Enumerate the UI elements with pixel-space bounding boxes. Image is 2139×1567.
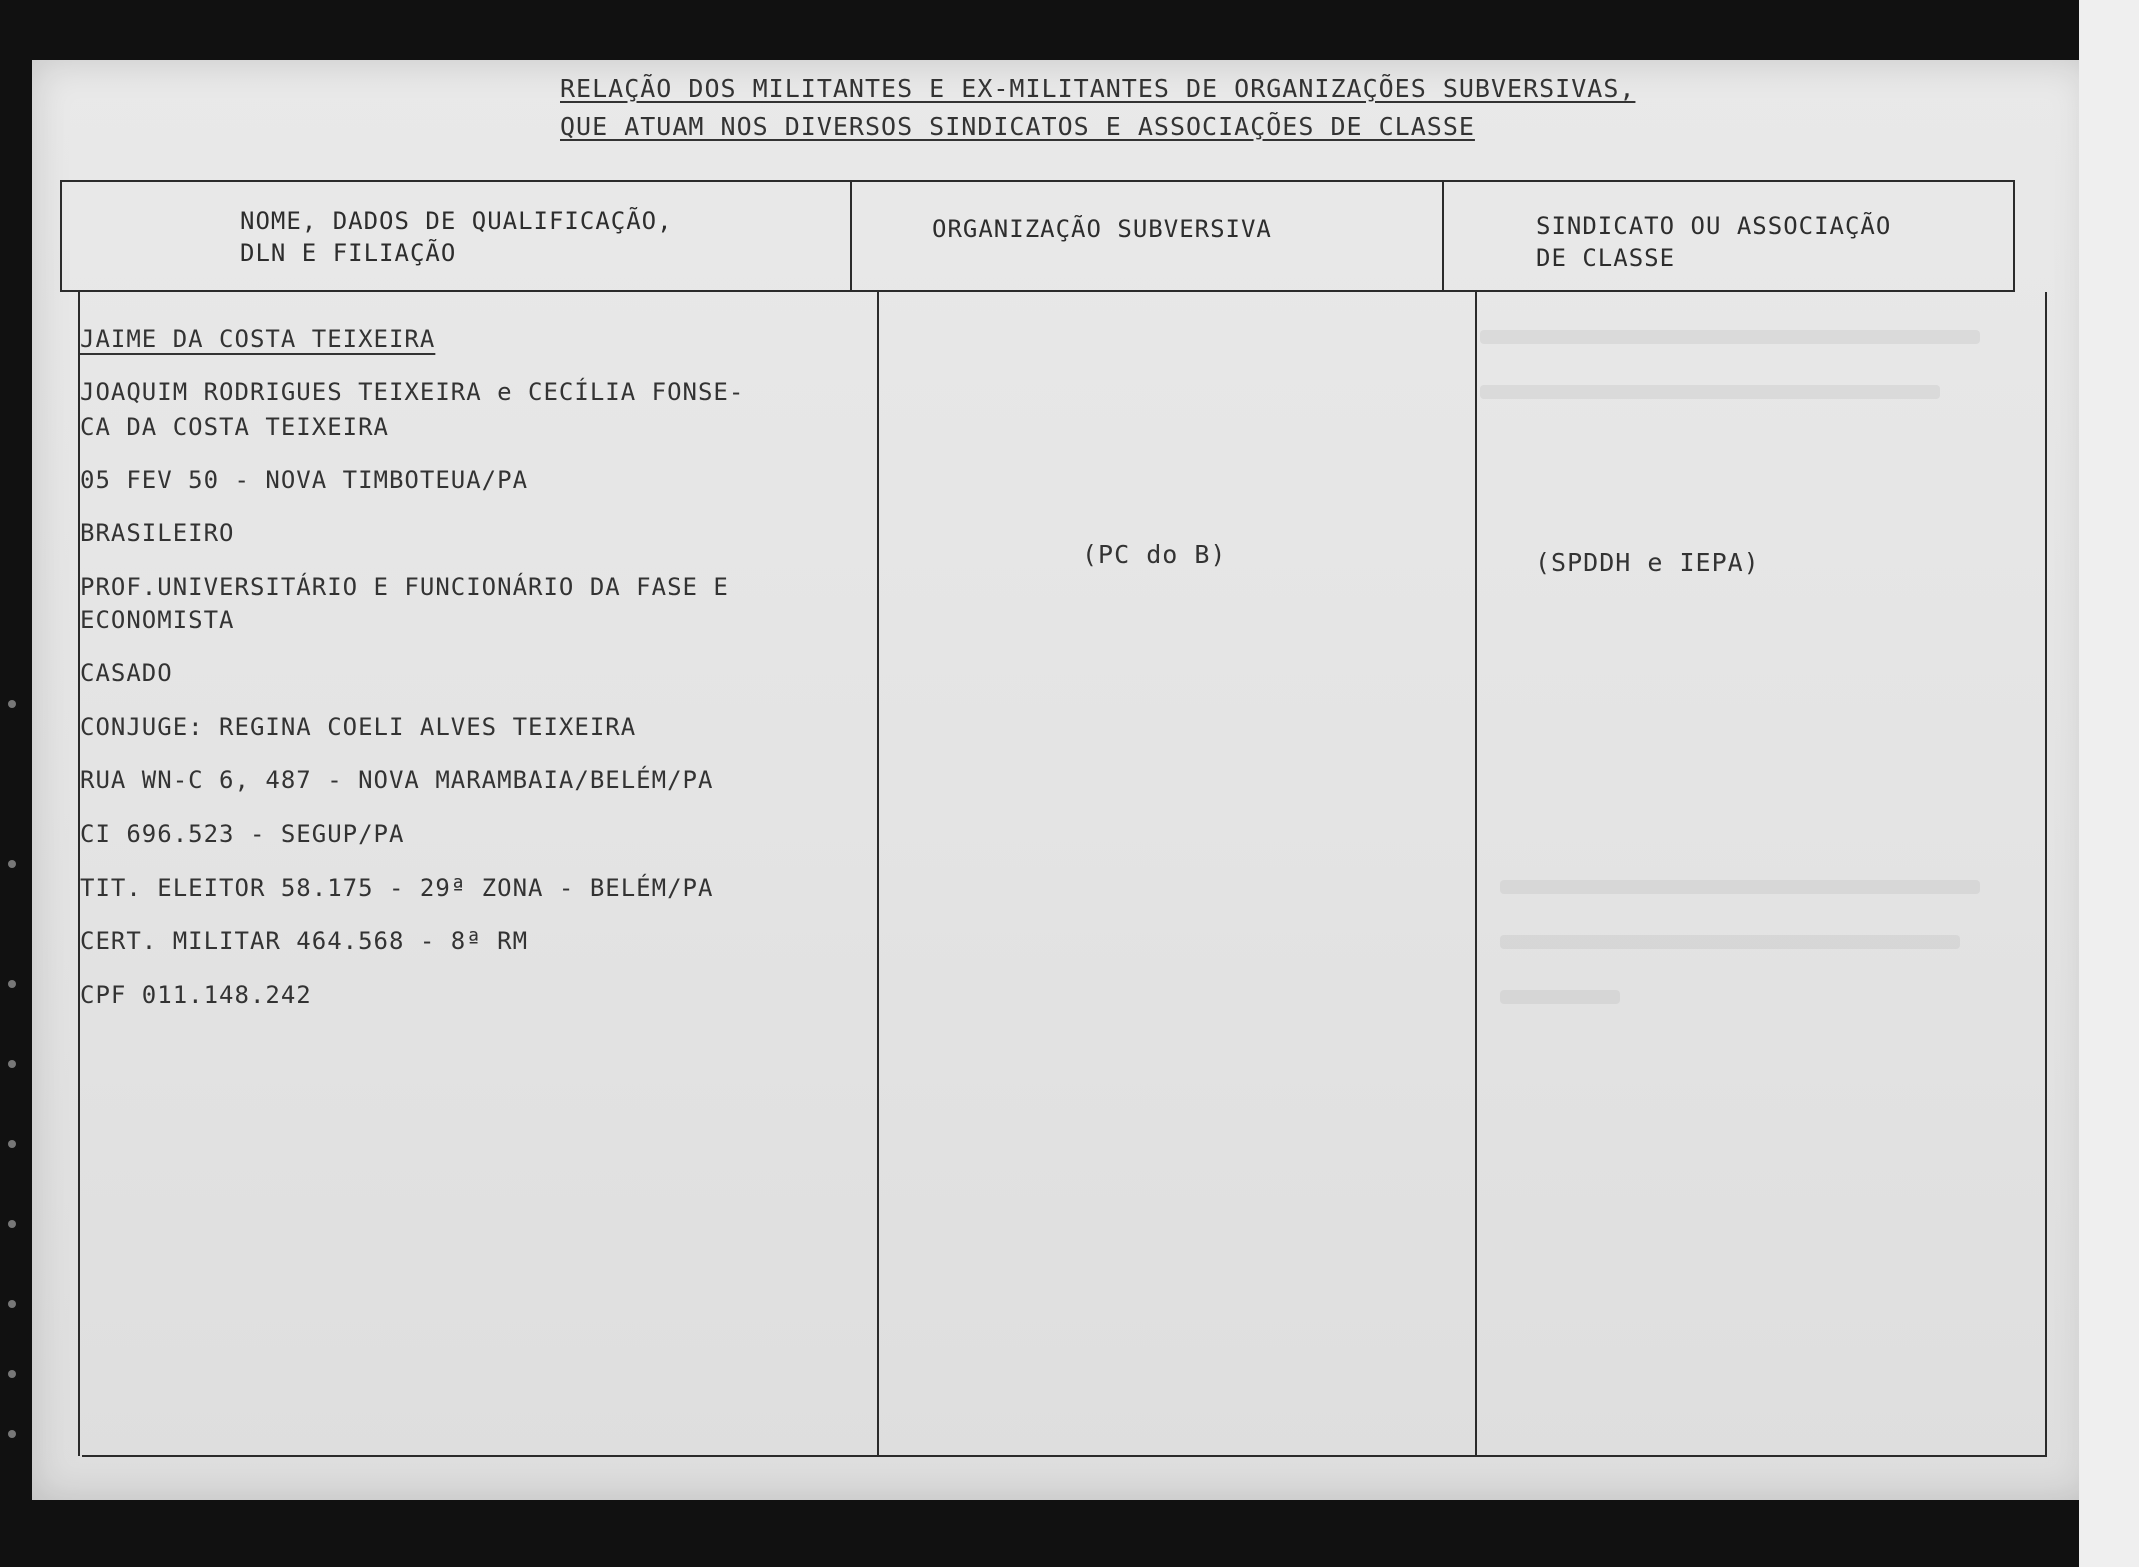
- column-divider: [1442, 180, 1444, 292]
- table-top-border: [60, 180, 2015, 182]
- column-header-association-line-1: SINDICATO OU ASSOCIAÇÃO: [1536, 212, 1892, 240]
- table-bottom-border: [82, 1455, 2047, 1457]
- punch-hole: [8, 1140, 16, 1148]
- punch-hole: [8, 1430, 16, 1438]
- punch-hole: [8, 1220, 16, 1228]
- punch-hole: [8, 1370, 16, 1378]
- header-divider: [60, 290, 2015, 292]
- table-right-border: [2013, 180, 2015, 292]
- column-divider: [850, 180, 852, 292]
- heading-line-1: RELAÇÃO DOS MILITANTES E EX-MILITANTES DE ORGANIZAÇÕES SUBVERSIVAS,: [560, 74, 1636, 103]
- person-name: JAIME DA COSTA TEIXEIRA: [80, 325, 436, 353]
- column-header-organization: ORGANIZAÇÃO SUBVERSIVA: [932, 215, 1272, 243]
- voter-id: TIT. ELEITOR 58.175 - 29ª ZONA - BELÉM/PA: [80, 874, 714, 902]
- punch-hole: [8, 980, 16, 988]
- column-divider: [1475, 292, 1477, 1456]
- column-header-name-line-2: DLN E FILIAÇÃO: [240, 239, 457, 267]
- filiation-line-2: CA DA COSTA TEIXEIRA: [80, 413, 389, 441]
- bleed-through-text: [1500, 880, 1980, 894]
- column-header-name-line-1: NOME, DADOS DE QUALIFICAÇÃO,: [240, 207, 673, 235]
- cpf-number: CPF 011.148.242: [80, 981, 312, 1009]
- union-association: (SPDDH e IEPA): [1535, 548, 1760, 577]
- subversive-organization: (PC do B): [1082, 540, 1227, 569]
- military-certificate: CERT. MILITAR 464.568 - 8ª RM: [80, 927, 529, 955]
- address: RUA WN-C 6, 487 - NOVA MARAMBAIA/BELÉM/PA: [80, 766, 714, 794]
- filiation-line-1: JOAQUIM RODRIGUES TEIXEIRA e CECÍLIA FONSE-: [80, 378, 745, 406]
- bleed-through-text: [1500, 935, 1960, 949]
- bleed-through-text: [1480, 385, 1940, 399]
- profession-line-2: ECONOMISTA: [80, 606, 235, 634]
- punch-hole: [8, 860, 16, 868]
- table-right-border: [2045, 292, 2047, 1456]
- column-divider: [877, 292, 879, 1456]
- nationality: BRASILEIRO: [80, 519, 235, 547]
- spouse: CONJUGE: REGINA COELI ALVES TEIXEIRA: [80, 713, 637, 741]
- paper-edge: [2079, 0, 2139, 1567]
- punch-hole: [8, 700, 16, 708]
- birth-date-place: 05 FEV 50 - NOVA TIMBOTEUA/PA: [80, 466, 529, 494]
- document-heading: [560, 70, 1635, 146]
- punch-hole: [8, 1300, 16, 1308]
- column-header-association-line-2: DE CLASSE: [1536, 244, 1676, 272]
- marital-status: CASADO: [80, 659, 173, 687]
- profession-line-1: PROF.UNIVERSITÁRIO E FUNCIONÁRIO DA FASE E: [80, 573, 729, 601]
- bleed-through-text: [1500, 990, 1620, 1004]
- table-left-border: [60, 180, 62, 292]
- column-header-name: [240, 205, 673, 269]
- column-header-association: [1536, 210, 1891, 274]
- punch-hole: [8, 1060, 16, 1068]
- bleed-through-text: [1480, 330, 1980, 344]
- id-card: CI 696.523 - SEGUP/PA: [80, 820, 405, 848]
- heading-line-2: QUE ATUAM NOS DIVERSOS SINDICATOS E ASSOCIAÇÕES DE CLASSE: [560, 112, 1475, 141]
